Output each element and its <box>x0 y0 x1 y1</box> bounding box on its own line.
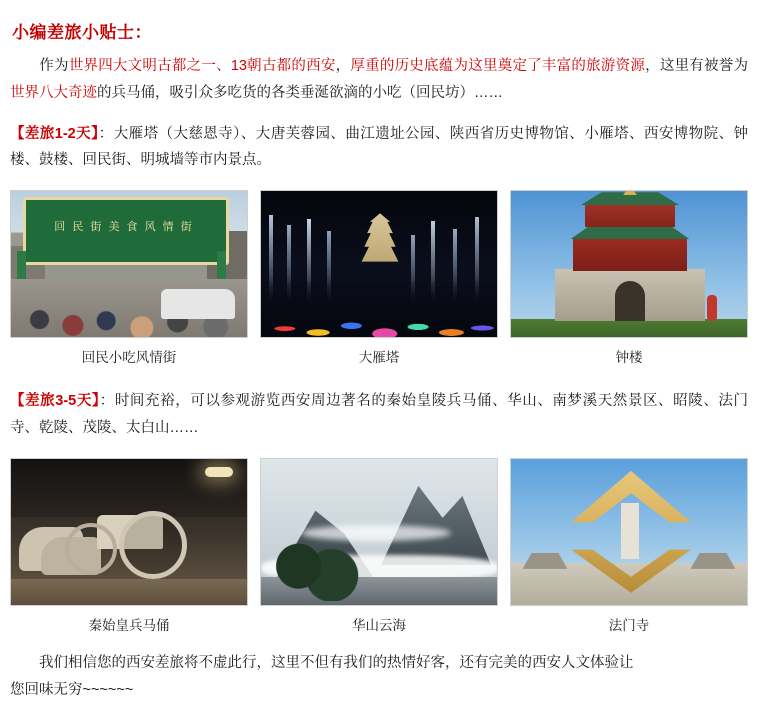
gallery-short-trip <box>10 190 748 366</box>
figure-item <box>260 190 498 366</box>
intro-highlight-1: 世界四大文明古都之一、13朝古都的西安 <box>68 58 336 74</box>
figure-item <box>10 190 248 366</box>
figure-caption: 秦始皇兵马俑 <box>88 617 170 633</box>
photo-hui-min-snack-street: 回 民 街 美 食 风 情 街 <box>10 190 248 338</box>
travel-tips-page <box>0 18 758 724</box>
figure-caption: 华山云海 <box>352 617 406 633</box>
section-2-text: ：时间充裕，可以参观游览西安周边著名的秦始皇陵兵马俑、华山、南梦溪天然景区、昭陵、法门寺、乾陵、茂陵、太白山…… <box>10 393 748 437</box>
intro-text-3: ，这里有被誉为 <box>645 58 749 74</box>
intro-highlight-2: 厚重的历史底蕴为这里奠定了丰富的旅游资源 <box>350 58 646 74</box>
figure-item <box>510 190 748 366</box>
photo-famen-temple <box>510 458 748 606</box>
photo-huashan-sea-of-clouds <box>260 458 498 606</box>
page-title: 小编差旅小贴士： <box>12 23 152 42</box>
section-1-tag: 【差旅1-2天】 <box>10 125 99 142</box>
intro-text-1: 作为 <box>39 58 69 74</box>
closing-line-2: 您回味无穷~~~~~~ <box>10 682 134 699</box>
figure-caption: 钟楼 <box>615 350 643 366</box>
intro-text-2: ， <box>335 58 351 74</box>
photo-terracotta-warriors-chariot <box>10 458 248 606</box>
photo-big-wild-goose-pagoda-fountain <box>260 190 498 338</box>
figure-item <box>260 458 498 634</box>
figure-item <box>510 458 748 634</box>
closing-paragraph <box>10 650 748 705</box>
gallery-long-trip <box>10 458 748 634</box>
section-1-text: ：大雁塔（大慈恩寺）、大唐芙蓉园、曲江遗址公园、陕西省历史博物馆、小雁塔、西安博物院、钟楼、鼓楼、回民街、明城墙等市内景点。 <box>10 125 748 169</box>
closing-line-1: 我们相信您的西安差旅将不虚此行，这里不但有我们的热情好客，还有完美的西安人文体验让 <box>10 654 634 671</box>
section-2-heading <box>10 388 748 442</box>
intro-paragraph <box>10 53 748 107</box>
photo-bell-tower <box>510 190 748 338</box>
figure-caption: 法门寺 <box>608 617 650 633</box>
section-1-heading <box>10 121 748 175</box>
intro-highlight-3: 世界八大奇迹 <box>10 84 97 101</box>
figure-item <box>10 458 248 634</box>
section-2-tag: 【差旅3-5天】 <box>10 393 100 410</box>
figure-caption: 大雁塔 <box>358 350 400 366</box>
intro-text-4: 的兵马俑，吸引众多吃货的各类垂涎欲滴的小吃（回民坊）…… <box>97 84 503 101</box>
figure-caption: 回民小吃风情街 <box>81 350 177 366</box>
